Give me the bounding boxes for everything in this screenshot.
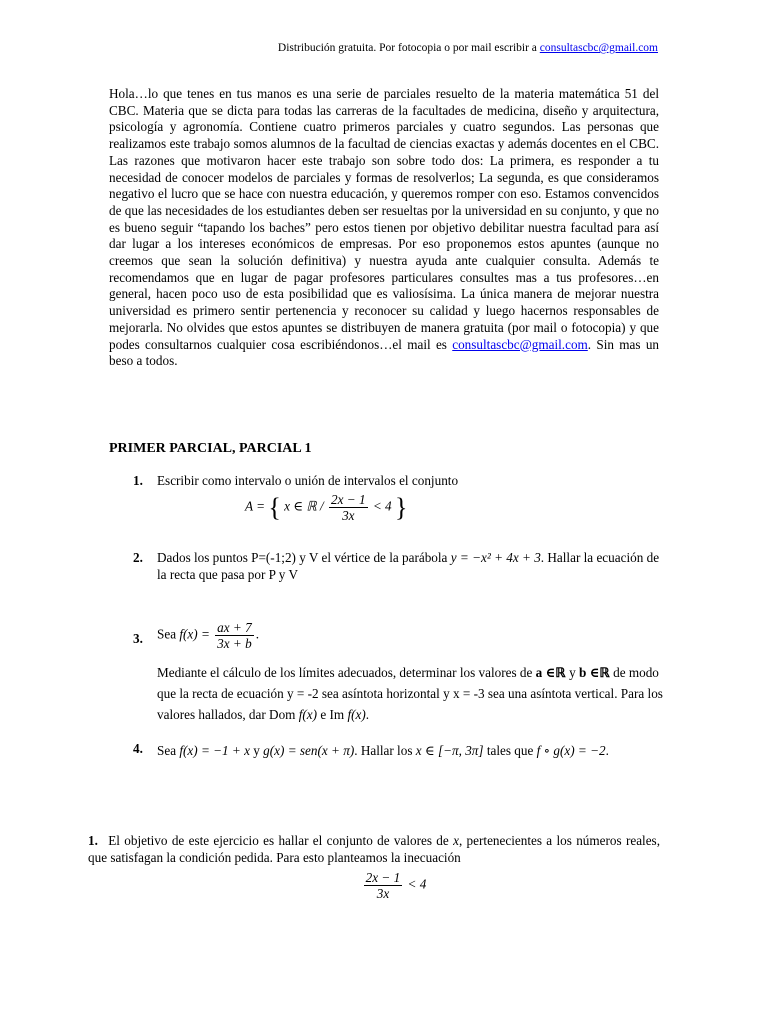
and-word: y: [253, 743, 260, 758]
brace-open: {: [268, 493, 281, 522]
set-definition: [245, 492, 407, 523]
problem-number: 2.: [133, 550, 143, 565]
problem-text-mid: . Hallar los: [354, 743, 413, 758]
problem-text-a: Mediante el cálculo de los límites adecuados, determinar los valores de: [157, 665, 533, 680]
inequality: [88, 870, 660, 901]
problem-text-b: . Hallar la ecuación de la recta que pasa por P y V: [157, 550, 660, 582]
problem-text: [157, 740, 667, 761]
header-email-link[interactable]: consultascbc@gmail.com: [539, 42, 658, 54]
function-definition: [157, 620, 259, 651]
and-im-word: e Im: [320, 707, 345, 722]
fraction-denominator: 3x: [376, 886, 390, 901]
problem-text: Escribir como intervalo o unión de intervalos el conjunto: [157, 473, 459, 488]
b-in-reals: b ∈ℝ: [578, 665, 610, 680]
fraction-numerator: 2x − 1: [365, 870, 401, 885]
intro-body: Hola…lo que tenes en tus manos es una serie de parciales resuelto de la materia matemática 51 del CBC. Materia que se dicta para todas las carreras de la facultades de medicina, diseño y arquitectura, psicología y agronomía. Contiene cuatro primeros parciales y cuatro segundos. Las personas que realizamos este trabajo somos alumnos de la facultad de ciencias exactas y además docentes en el CBC. Las razones que motivaron hacer este trabajo son sobre todo dos: La primera, es responder a tu necesidad de conocer modelos de parciales y formas de resolverlos; La segunda, es que consideramos negativo el lucro que se hace con nuestra educación, y queremos romper con eso. Estamos convencidos de que las necesidades de los estudiantes deben ser resueltas por la universidad en su conjunto, y que no es bueno seguir “tapando los baches” pero estos tienen por objetivo debilitar nuestra facultad para así dar lugar a los intereses económicos de empresas. Por eso proponemos estos apuntes (aunque no creemos que sean la solución definitiva) y nuestra ayuda ante cualquier consulta. Además te recomendamos que en lugar de pagar profesores particulares consultes mas a tus profesores…en general, hacen poco uso de esta posibilidad que es valiosísima. La única manera de mejorar nuestra universidad es primero sentir pertenencia y reconocer su calidad y luego hacernos responsables de mejorarla. No olvides que estos apuntes se distribuyen de manera gratuita (por mail o fotocopia) y que podes consultarnos cualquier cosa escribiéndonos…el mail es: [109, 86, 659, 352]
inequality-fraction: [364, 870, 403, 901]
brace-close: }: [394, 493, 408, 522]
problem-text: [157, 662, 667, 725]
solution-number: 1.: [88, 833, 98, 848]
function-lhs: f(x) =: [179, 626, 210, 642]
lead-word: Sea: [157, 626, 177, 642]
fraction-denominator: 3x: [342, 508, 355, 523]
inequality-condition: < 4: [407, 876, 427, 892]
period: .: [365, 707, 370, 722]
domain-expression: f(x): [298, 707, 318, 722]
fraction-denominator: 3x + b: [217, 636, 252, 651]
lead-word: Sea: [157, 743, 177, 758]
section-title: PRIMER PARCIAL, PARCIAL 1: [109, 441, 312, 456]
a-in-reals: a ∈ℝ: [535, 665, 566, 680]
image-expression: f(x): [347, 707, 366, 722]
composition-equation: f ∘ g(x) = −2: [536, 743, 606, 758]
problem-number: 4.: [133, 741, 143, 756]
page-header: [0, 41, 658, 55]
problem-text-a: Dados los puntos P=(-1;2) y V el vértice de la parábola: [157, 550, 448, 565]
fraction-numerator: ax + 7: [217, 620, 252, 635]
intro-email-link[interactable]: consultascbc@gmail.com: [452, 336, 588, 352]
solution-variable: x: [453, 833, 459, 848]
period: .: [255, 626, 259, 642]
and-word: y: [569, 665, 576, 680]
solution-1: [88, 832, 660, 901]
period: .: [605, 743, 609, 758]
f-definition: f(x) = −1 + x: [179, 743, 250, 758]
problem-text: [157, 549, 667, 583]
problem-number: 1.: [133, 473, 143, 488]
solution-text-a: El objetivo de este ejercicio es hallar el conjunto de valores de: [108, 833, 449, 848]
problem-text-b: de modo que la recta de ecuación y = -2 sea asíntota horizontal y x = -3 sea una asíntota vertical. Para los valores hallados, dar Dom: [157, 665, 663, 722]
set-var: x ∈ ℝ /: [284, 498, 324, 514]
header-text: Distribución gratuita. Por fotocopia o por mail escribir a: [277, 42, 537, 54]
problem-number: 3.: [133, 631, 143, 646]
parabola-equation: y = −x² + 4x + 3: [450, 550, 541, 565]
x-range: x ∈ [−π, 3π]: [415, 743, 484, 758]
solution-text-b: , pertenecientes a los números reales, que satisfagan la condición pedida. Para esto planteamos la inecuación: [88, 833, 660, 865]
intro-paragraph: [109, 86, 659, 370]
set-lhs: A =: [245, 498, 266, 514]
set-fraction: [329, 492, 368, 523]
problem-text-tail: tales que: [486, 743, 534, 758]
set-condition: < 4: [372, 498, 392, 514]
g-definition: g(x) = sen(x + π): [263, 743, 355, 758]
intro-closing: . Sin mas un beso a todos.: [109, 336, 660, 369]
fraction-numerator: 2x − 1: [331, 492, 366, 507]
function-fraction: [215, 620, 254, 651]
